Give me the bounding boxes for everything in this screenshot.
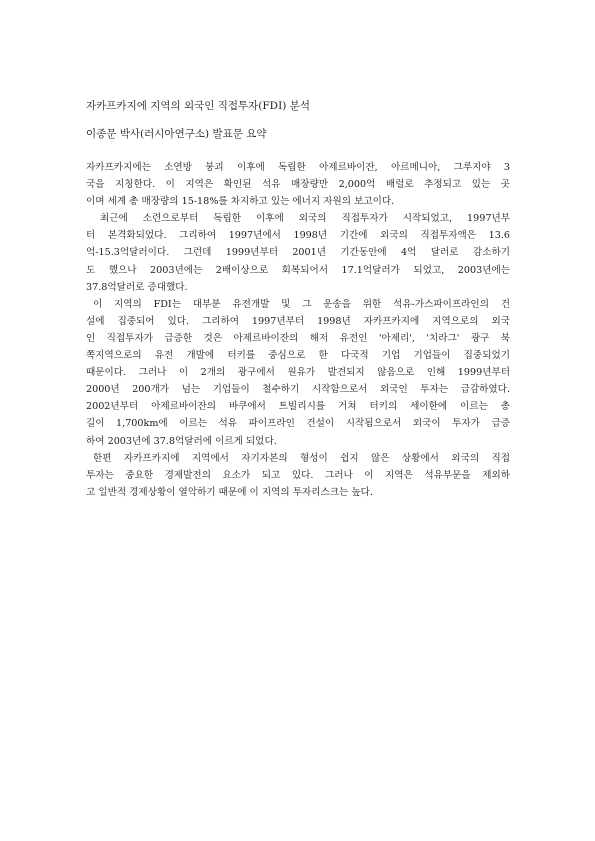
- paragraph-fdi-trend: [86, 210, 510, 295]
- text-line: 설에 집중되어 있다. 그리하여 1997년부터 1998년 자카프카지에 지역으로의 외국: [86, 315, 510, 327]
- paragraph-conclusion: [86, 450, 510, 501]
- text-line: 터 본격화되었다. 그리하여 1997년에서 1998년 기간에 외국의 직접투자액은 13.6: [86, 230, 510, 242]
- text-line: 한편 자카프카지에 지역에서 자기자본의 형성이 쉽지 않은 상황에서 외국의 직접: [93, 452, 510, 464]
- text-line: 2000년 200개가 넘는 기업들이 철수하기 시작함으로서 외국인 투자는 급감하였다.: [86, 384, 510, 396]
- text-line: 투자는 중요한 경제발전의 요소가 되고 있다. 그러나 이 지역은 석유부문을 제외하: [86, 469, 510, 481]
- text-line: 국을 지칭한다. 이 지역은 확인된 석유 매장량만 2,000억 배럴로 추정되고 있는 곳: [86, 179, 510, 191]
- paragraph-pipeline: [86, 296, 510, 450]
- document-title: 자카프카지에 지역의 외국인 직접투자(FDI) 분석: [86, 100, 310, 112]
- text-line: 길이 1,700km에 이르는 석유 파이프라인 건설이 시작됨으로서 외국이 투자가 급증: [86, 418, 510, 430]
- text-line: 자카프카지에는 소연방 붕괴 이후에 독립한 아제르바이잔, 아르메니아, 그루지야 3: [86, 162, 510, 173]
- text-line: 이 지역의 FDI는 대부분 유전개발 및 그 운송을 위한 석유-가스파이프라인의 건: [93, 298, 510, 310]
- document-body: [86, 159, 510, 501]
- text-line: 2002년부터 아제르바이잔의 바쿠에서 트빌리시를 거쳐 터키의 세이한에 이르는 총: [86, 401, 510, 413]
- paragraph-intro: [86, 159, 510, 210]
- text-line: 쪽지역으로의 유전 개발에 터키를 중심으로 한 다국적 기업 기업들이 집중되었기: [86, 350, 510, 362]
- text-line: 이며 세계 총 매장량의 15-18%를 차지하고 있는 에너지 자원의 보고이다.: [86, 196, 395, 208]
- text-line: 하여 2003년에 37.8억달러에 이르게 되었다.: [86, 435, 277, 447]
- text-line: 고 일반적 경제상황이 열악하기 때문에 이 지역의 투자리스크는 높다.: [86, 486, 373, 498]
- text-line: 37.8억달러로 증대했다.: [86, 281, 188, 293]
- text-line: 도 했으나 2003년에는 2배이상으로 회복되어서 17.1억달러가 되었고, 2003년에는: [86, 264, 510, 276]
- text-line: 최근에 소련으로부터 독립한 이후에 외국의 직접투자가 시작되었고, 1997년부: [100, 213, 510, 225]
- document-author: 이종문 박사(러시아연구소) 발표문 요약: [86, 128, 267, 140]
- text-line: 억-15.3억달러이다. 그런데 1999년부터 2001년 기간동안에 4억 달러로 감소하기: [86, 247, 510, 259]
- text-line: 인 직접투자가 급증한 것은 아제르바이잔의 해저 유전인 '아제리', '치라그' 광구 북: [86, 332, 510, 344]
- text-line: 때문이다. 그러나 이 2개의 광구에서 원유가 발견되지 않음으로 인해 1999년부터: [86, 367, 510, 379]
